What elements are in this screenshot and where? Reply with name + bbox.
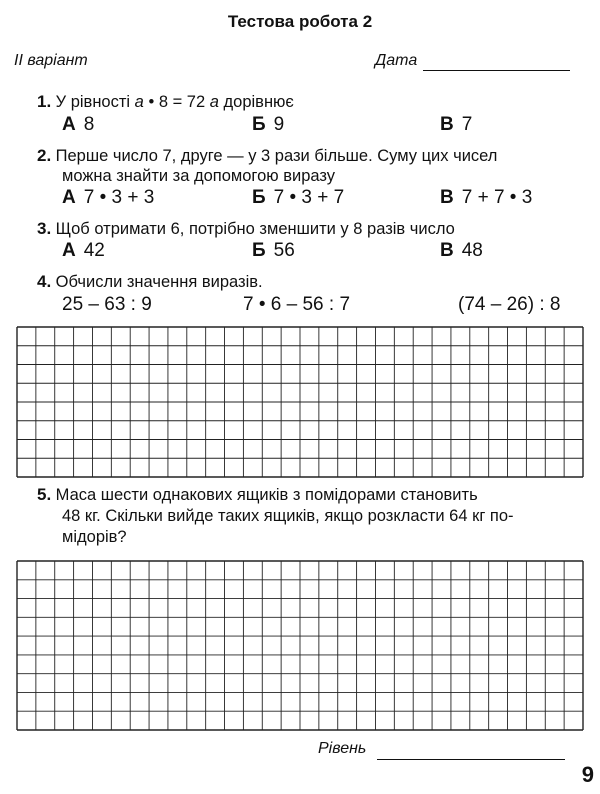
question-5 (37, 485, 478, 505)
question-1 (37, 92, 294, 112)
question-text: Маса шести однакових ящиків з помідорами становить (55, 486, 478, 504)
expression-3: (74 – 26) : 8 (458, 294, 561, 315)
option-b[interactable]: Б 9 (252, 114, 285, 135)
option-v[interactable]: В 48 (440, 240, 483, 261)
question-number: 5. (37, 485, 52, 504)
option-a[interactable]: А 8 (62, 114, 95, 135)
option-b[interactable]: Б 7 • 3 + 7 (252, 187, 345, 208)
question-text: Щоб отримати 6, потрібно зменшити у 8 разів число (55, 220, 455, 238)
level-line[interactable] (377, 759, 565, 760)
question-text-line3: мідорів? (62, 528, 127, 546)
question-text: Обчисли значення виразів. (55, 273, 263, 291)
option-v[interactable]: В 7 + 7 • 3 (440, 187, 533, 208)
option-a[interactable]: А 7 • 3 + 3 (62, 187, 155, 208)
variant-label: ІІ варіант (14, 52, 88, 69)
answer-grid-2[interactable] (16, 560, 584, 731)
question-4 (37, 272, 263, 292)
date-line[interactable] (423, 70, 570, 71)
question-number: 1. (37, 92, 52, 111)
question-text-line2: можна знайти за допомогою виразу (62, 167, 336, 185)
question-number: 2. (37, 146, 52, 165)
question-number: 4. (37, 272, 52, 291)
question-2 (37, 146, 497, 166)
page-number: 9 (581, 762, 594, 787)
question-text: У рівності a • 8 = 72 a дорівнює (55, 93, 294, 111)
option-v[interactable]: В 7 (440, 114, 473, 135)
date-label: Дата (375, 52, 418, 69)
question-text: Перше число 7, друге — у 3 рази більше. Суму цих чисел (55, 147, 498, 165)
question-text-line2: 48 кг. Скільки вийде таких ящиків, якщо розкласти 64 кг по- (62, 507, 514, 525)
page-title: Тестова робота 2 (227, 12, 373, 31)
option-a[interactable]: А 42 (62, 240, 105, 261)
answer-grid-1[interactable] (16, 326, 584, 478)
expression-2: 7 • 6 – 56 : 7 (243, 294, 351, 315)
question-number: 3. (37, 219, 52, 238)
level-label: Рівень (318, 740, 367, 757)
option-b[interactable]: Б 56 (252, 240, 295, 261)
expression-1: 25 – 63 : 9 (62, 294, 152, 315)
question-3 (37, 219, 455, 239)
